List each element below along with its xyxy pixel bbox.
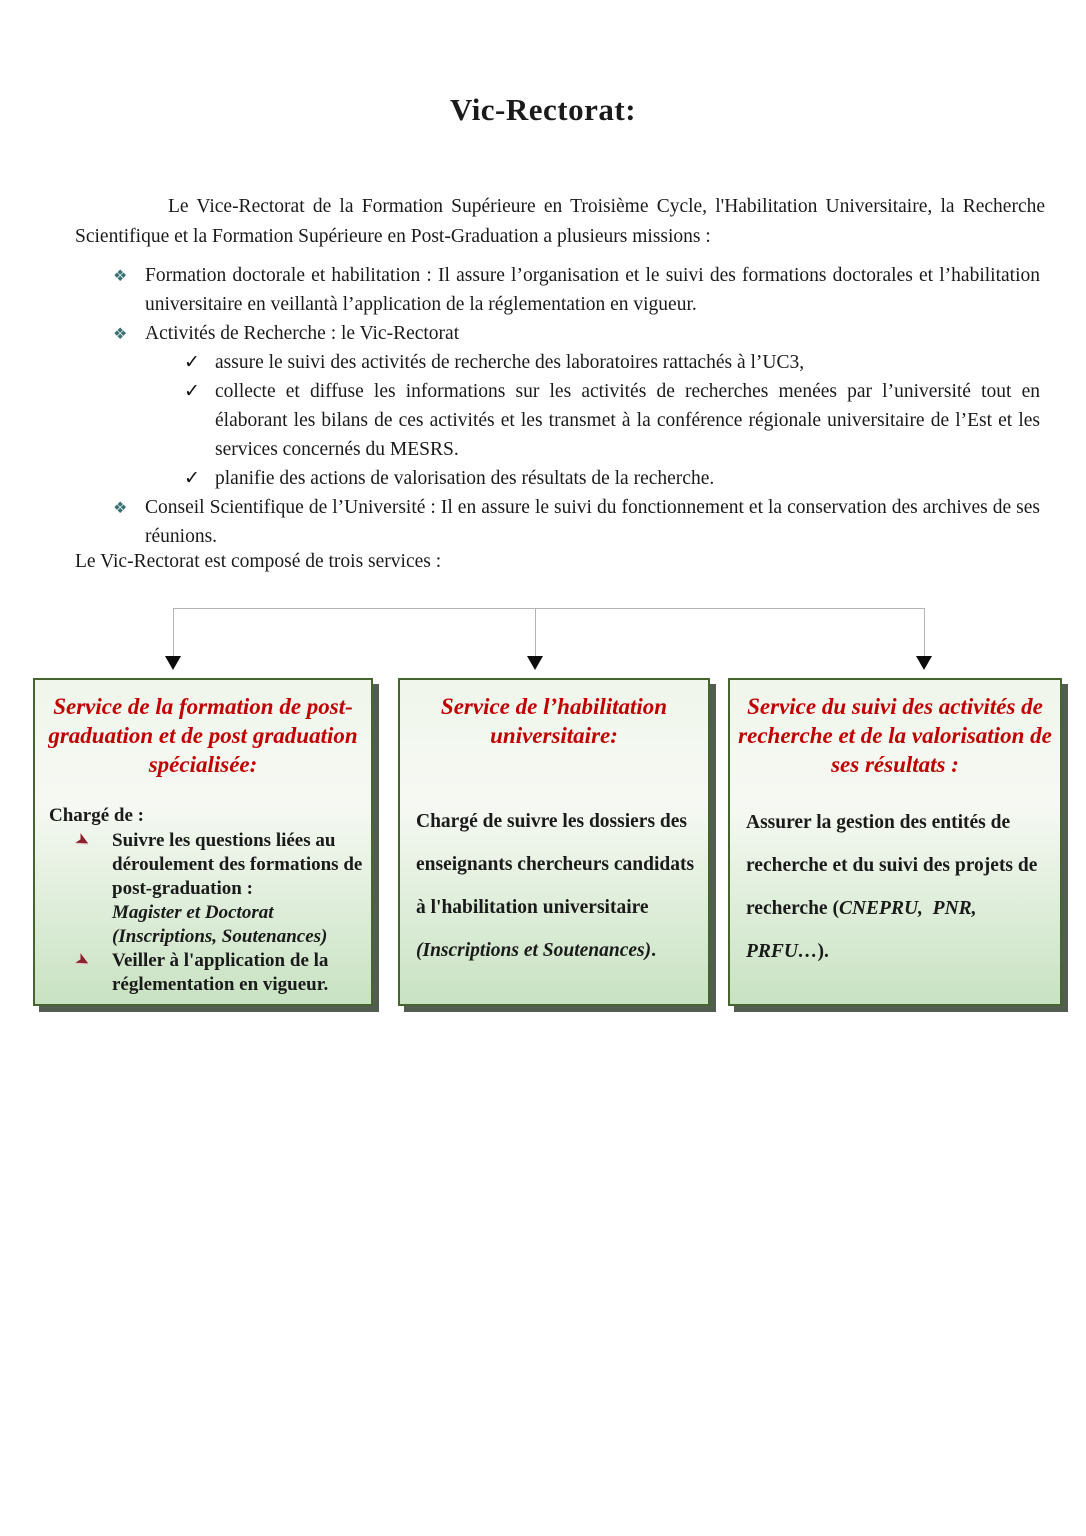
mission-text: Conseil Scientifique de l’Université : Il en assure le suivi du fonctionnement et la conservation des archives de ses réunions. bbox=[145, 497, 1040, 547]
service-box-habilitation bbox=[398, 678, 710, 1006]
connector-line-middle bbox=[535, 608, 536, 656]
service-box-title: Service de la formation de post-graduation et de post graduation spécialisée: bbox=[48, 694, 358, 777]
down-arrow-icon bbox=[165, 656, 181, 670]
list-item bbox=[72, 949, 363, 997]
service-box-title: Service de l’habilitation universitaire: bbox=[440, 694, 668, 748]
service-box-recherche bbox=[728, 678, 1062, 1006]
sub-mission-text: planifie des actions de valorisation des résultats de la recherche. bbox=[215, 468, 715, 489]
service-task-detail: (Inscriptions, Soutenances) bbox=[112, 926, 328, 947]
down-arrow-icon bbox=[527, 656, 543, 670]
list-item bbox=[113, 493, 1040, 551]
mission-text: Formation doctorale et habilitation : Il assure l’organisation et le suivi des formations doctorales et l’habilitation universitaire en veillantà l’application de la réglementation en vigueur. bbox=[145, 265, 1040, 315]
sub-mission-text: collecte et diffuse les informations sur les activités de recherches menées par l’université tout en élaborant les bilans de ces activités et les transmet à la conférence régionale universitaire de l’Est et les services concernés du MESRS. bbox=[215, 381, 1040, 460]
intro-paragraph: Le Vice-Rectorat de la Formation Supérieure en Troisième Cycle, l'Habilitation Universitaire, la Recherche Scientifique et la Formation Supérieure en Post-Graduation a plusieurs missions : bbox=[75, 196, 1045, 247]
missions-list bbox=[113, 261, 1040, 551]
list-item bbox=[184, 348, 1040, 377]
diamond-bullet-icon: ❖ bbox=[113, 500, 128, 517]
diamond-bullet-icon: ❖ bbox=[113, 268, 128, 285]
check-bullet-icon: ✓ bbox=[184, 381, 200, 402]
connector-line-left bbox=[173, 608, 174, 656]
down-arrow-icon bbox=[916, 656, 932, 670]
list-item bbox=[184, 377, 1040, 464]
body-text-italic: (Inscriptions et Soutenances) bbox=[416, 940, 652, 961]
body-text: Chargé de suivre les dossiers des enseignants chercheurs candidats à l'habilitation universitaire bbox=[416, 811, 695, 918]
service-box-body bbox=[416, 800, 698, 972]
service-box-body bbox=[746, 801, 1050, 973]
service-box-post-graduation bbox=[33, 678, 373, 1006]
connector-line-right bbox=[924, 608, 925, 656]
services-intro-text: Le Vic-Rectorat est composé de trois services : bbox=[75, 551, 442, 572]
arrow-bullet-icon: ➤ bbox=[72, 950, 92, 972]
body-text: ). bbox=[817, 941, 829, 962]
arrow-bullet-icon: ➤ bbox=[72, 830, 92, 852]
service-task-text: Veiller à l'application de la réglementation en vigueur. bbox=[112, 950, 329, 995]
body-text: . bbox=[651, 940, 656, 961]
check-bullet-icon: ✓ bbox=[184, 468, 200, 489]
sub-mission-text: assure le suivi des activités de recherche des laboratoires rattachés à l’UC3, bbox=[215, 352, 805, 373]
list-item bbox=[184, 464, 1040, 493]
list-item bbox=[113, 319, 1040, 493]
service-box-list bbox=[35, 829, 371, 997]
mission-text: Activités de Recherche : le Vic-Rectorat bbox=[145, 323, 460, 344]
check-bullet-icon: ✓ bbox=[184, 352, 200, 373]
service-task-text: Suivre les questions liées au déroulement des formations de post-graduation : bbox=[112, 830, 363, 899]
page-title: Vic-Rectorat: bbox=[449, 92, 637, 127]
service-box-title: Service du suivi des activités de recherche et de la valorisation de ses résultats : bbox=[738, 694, 1052, 777]
sub-list bbox=[184, 348, 1040, 493]
service-task-detail: Magister et Doctorat bbox=[112, 902, 274, 923]
diamond-bullet-icon: ❖ bbox=[113, 326, 128, 343]
list-item bbox=[72, 829, 363, 949]
body-text: Assurer la gestion des entités de recherche et du suivi des projets de recherche ( bbox=[746, 812, 1038, 919]
list-item bbox=[113, 261, 1040, 319]
connector-line-horizontal bbox=[173, 608, 925, 609]
body-text-italic: CNEPRU, PNR, PRFU… bbox=[746, 898, 977, 962]
charge-label: Chargé de : bbox=[49, 805, 144, 826]
